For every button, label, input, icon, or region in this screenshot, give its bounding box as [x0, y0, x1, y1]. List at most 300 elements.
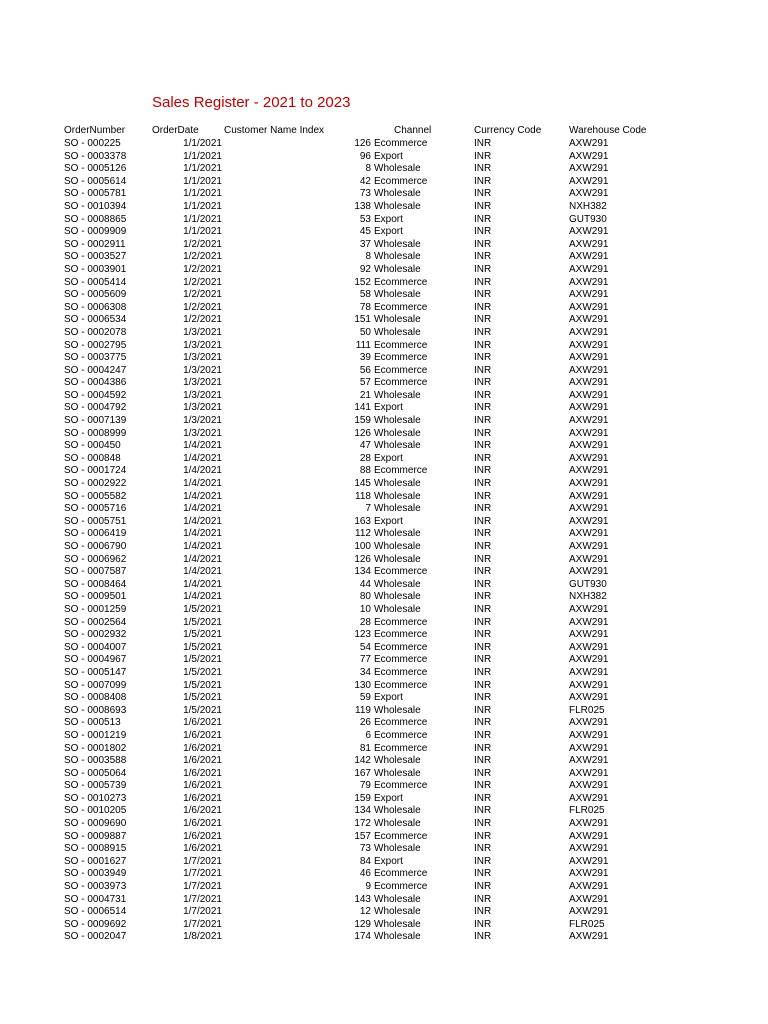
table-row[interactable]	[64, 717, 664, 730]
currency-code-cell[interactable]: INR	[474, 364, 492, 376]
customer-name-index-cell[interactable]: 28	[359, 616, 371, 628]
warehouse-code-cell[interactable]: AXW291	[569, 641, 609, 653]
customer-name-index-cell[interactable]: 58	[359, 289, 371, 301]
currency-code-cell[interactable]: INR	[474, 503, 492, 515]
customer-name-index-cell[interactable]: 8	[365, 163, 371, 175]
table-row[interactable]	[64, 264, 664, 277]
channel-cell[interactable]: Ecommerce	[374, 616, 428, 628]
currency-code-cell[interactable]: INR	[474, 541, 492, 552]
currency-code-cell[interactable]: INR	[474, 855, 492, 867]
order-number-cell[interactable]: SO - 0002922	[64, 478, 127, 490]
table-row[interactable]	[64, 491, 664, 504]
customer-name-index-cell[interactable]: 6	[365, 729, 371, 741]
table-row[interactable]	[64, 881, 664, 894]
warehouse-code-cell[interactable]: AXW291	[569, 478, 609, 490]
currency-code-cell[interactable]: INR	[474, 440, 492, 452]
channel-cell[interactable]: Wholesale	[374, 163, 421, 175]
currency-code-cell[interactable]: INR	[474, 515, 492, 527]
channel-cell[interactable]: Wholesale	[374, 906, 421, 918]
currency-code-cell[interactable]: INR	[474, 352, 492, 364]
channel-cell[interactable]: Wholesale	[374, 289, 421, 301]
order-number-cell[interactable]: SO - 0003378	[64, 150, 127, 162]
order-number-cell[interactable]: SO - 0006534	[64, 314, 127, 326]
channel-cell[interactable]: Ecommerce	[374, 377, 428, 389]
currency-code-cell[interactable]: INR	[474, 893, 492, 905]
table-row[interactable]	[64, 692, 664, 705]
customer-name-index-cell[interactable]: 100	[354, 541, 371, 552]
table-row[interactable]	[64, 314, 664, 327]
table-row[interactable]	[64, 352, 664, 365]
channel-cell[interactable]: Export	[374, 855, 403, 867]
customer-name-index-cell[interactable]: 126	[354, 138, 371, 149]
channel-cell[interactable]: Wholesale	[374, 415, 421, 427]
warehouse-code-cell[interactable]: AXW291	[569, 931, 609, 943]
channel-cell[interactable]: Wholesale	[374, 805, 421, 817]
currency-code-cell[interactable]: INR	[474, 263, 492, 275]
table-row[interactable]	[64, 805, 664, 818]
order-number-cell[interactable]: SO - 0006514	[64, 906, 127, 918]
customer-name-index-cell[interactable]: 142	[354, 755, 371, 767]
order-number-cell[interactable]: SO - 0004967	[64, 654, 127, 666]
table-row[interactable]	[64, 705, 664, 718]
customer-name-index-cell[interactable]: 57	[359, 377, 371, 389]
table-row[interactable]	[64, 541, 664, 554]
table-row[interactable]	[64, 151, 664, 164]
order-number-cell[interactable]: SO - 0001724	[64, 465, 127, 477]
customer-name-index-cell[interactable]: 126	[354, 427, 371, 439]
warehouse-code-cell[interactable]: AXW291	[569, 188, 609, 200]
order-number-cell[interactable]: SO - 0003775	[64, 352, 127, 364]
order-number-cell[interactable]: SO - 000848	[64, 452, 121, 464]
channel-cell[interactable]: Export	[374, 452, 403, 464]
customer-name-index-cell[interactable]: 44	[359, 578, 371, 590]
currency-code-cell[interactable]: INR	[474, 843, 492, 855]
currency-code-cell[interactable]: INR	[474, 692, 492, 704]
order-date-cell[interactable]: 1/2/2021	[183, 263, 222, 275]
order-number-cell[interactable]: SO - 0009909	[64, 226, 127, 238]
warehouse-code-cell[interactable]: AXW291	[569, 175, 609, 187]
order-date-cell[interactable]: 1/4/2021	[183, 452, 222, 464]
order-number-cell[interactable]: SO - 0001259	[64, 603, 127, 615]
order-number-cell[interactable]: SO - 0006962	[64, 553, 127, 565]
table-row[interactable]	[64, 327, 664, 340]
currency-code-cell[interactable]: INR	[474, 326, 492, 338]
customer-name-index-cell[interactable]: 21	[359, 389, 371, 401]
currency-code-cell[interactable]: INR	[474, 314, 492, 326]
currency-code-cell[interactable]: INR	[474, 138, 492, 149]
table-row[interactable]	[64, 302, 664, 315]
channel-cell[interactable]: Wholesale	[374, 918, 421, 930]
order-number-cell[interactable]: SO - 0005751	[64, 515, 127, 527]
order-number-cell[interactable]: SO - 0008408	[64, 692, 127, 704]
order-number-cell[interactable]: SO - 0006790	[64, 541, 127, 552]
customer-name-index-cell[interactable]: 174	[354, 931, 371, 943]
warehouse-code-cell[interactable]: AXW291	[569, 163, 609, 175]
customer-name-index-cell[interactable]: 46	[359, 868, 371, 880]
customer-name-index-cell[interactable]: 10	[359, 603, 371, 615]
order-date-cell[interactable]: 1/3/2021	[183, 352, 222, 364]
channel-cell[interactable]: Wholesale	[374, 603, 421, 615]
order-number-cell[interactable]: SO - 0004007	[64, 641, 127, 653]
table-row[interactable]	[64, 768, 664, 781]
warehouse-code-cell[interactable]: AXW291	[569, 490, 609, 502]
currency-code-cell[interactable]: INR	[474, 200, 492, 212]
currency-code-cell[interactable]: INR	[474, 150, 492, 162]
customer-name-index-cell[interactable]: 77	[359, 654, 371, 666]
table-row[interactable]	[64, 931, 664, 944]
warehouse-code-cell[interactable]: GUT930	[569, 213, 607, 225]
customer-name-index-cell[interactable]: 96	[359, 150, 371, 162]
order-date-cell[interactable]: 1/6/2021	[183, 755, 222, 767]
order-number-cell[interactable]: SO - 0005414	[64, 276, 127, 288]
customer-name-index-cell[interactable]: 78	[359, 301, 371, 313]
currency-code-cell[interactable]: INR	[474, 729, 492, 741]
order-number-cell[interactable]: SO - 0002078	[64, 326, 127, 338]
order-number-cell[interactable]: SO - 0004792	[64, 402, 127, 414]
warehouse-code-cell[interactable]: AXW291	[569, 364, 609, 376]
customer-name-index-cell[interactable]: 84	[359, 855, 371, 867]
order-number-cell[interactable]: SO - 0002564	[64, 616, 127, 628]
currency-code-cell[interactable]: INR	[474, 591, 492, 603]
order-date-cell[interactable]: 1/2/2021	[183, 238, 222, 250]
customer-name-index-cell[interactable]: 47	[359, 440, 371, 452]
channel-cell[interactable]: Export	[374, 226, 403, 238]
warehouse-code-cell[interactable]: AXW291	[569, 377, 609, 389]
currency-code-cell[interactable]: INR	[474, 226, 492, 238]
order-number-cell[interactable]: SO - 0006419	[64, 528, 127, 540]
order-date-cell[interactable]: 1/1/2021	[183, 138, 222, 149]
order-date-cell[interactable]: 1/4/2021	[183, 578, 222, 590]
order-number-cell[interactable]: SO - 0002795	[64, 339, 127, 351]
channel-cell[interactable]: Ecommerce	[374, 780, 428, 792]
warehouse-code-cell[interactable]: AXW291	[569, 301, 609, 313]
order-date-cell[interactable]: 1/4/2021	[183, 566, 222, 578]
warehouse-code-cell[interactable]: AXW291	[569, 389, 609, 401]
currency-code-cell[interactable]: INR	[474, 238, 492, 250]
order-date-cell[interactable]: 1/1/2021	[183, 175, 222, 187]
order-number-cell[interactable]: SO - 0009692	[64, 918, 127, 930]
table-row[interactable]	[64, 415, 664, 428]
channel-cell[interactable]: Wholesale	[374, 578, 421, 590]
warehouse-code-cell[interactable]: AXW291	[569, 503, 609, 515]
order-date-cell[interactable]: 1/3/2021	[183, 326, 222, 338]
channel-cell[interactable]: Wholesale	[374, 314, 421, 326]
customer-name-index-cell[interactable]: 111	[355, 339, 371, 351]
channel-cell[interactable]: Ecommerce	[374, 566, 428, 578]
table-row[interactable]	[64, 743, 664, 756]
warehouse-code-cell[interactable]: AXW291	[569, 868, 609, 880]
warehouse-code-cell[interactable]: AXW291	[569, 251, 609, 263]
channel-cell[interactable]: Ecommerce	[374, 175, 428, 187]
customer-name-index-cell[interactable]: 59	[359, 692, 371, 704]
order-date-cell[interactable]: 1/7/2021	[183, 906, 222, 918]
customer-name-index-cell[interactable]: 159	[354, 415, 371, 427]
customer-name-index-cell[interactable]: 81	[359, 742, 371, 754]
channel-cell[interactable]: Wholesale	[374, 263, 421, 275]
order-number-cell[interactable]: SO - 0001219	[64, 729, 127, 741]
order-date-cell[interactable]: 1/6/2021	[183, 780, 222, 792]
currency-code-cell[interactable]: INR	[474, 427, 492, 439]
order-date-cell[interactable]: 1/6/2021	[183, 742, 222, 754]
table-row[interactable]	[64, 604, 664, 617]
order-date-cell[interactable]: 1/4/2021	[183, 490, 222, 502]
table-row[interactable]	[64, 730, 664, 743]
customer-name-index-cell[interactable]: 73	[359, 843, 371, 855]
warehouse-code-cell[interactable]: AXW291	[569, 755, 609, 767]
warehouse-code-cell[interactable]: FLR025	[569, 704, 605, 716]
table-row[interactable]	[64, 277, 664, 290]
customer-name-index-cell[interactable]: 42	[359, 175, 371, 187]
table-row[interactable]	[64, 289, 664, 302]
order-number-cell[interactable]: SO - 0007139	[64, 415, 127, 427]
customer-name-index-cell[interactable]: 79	[359, 780, 371, 792]
order-date-cell[interactable]: 1/5/2021	[183, 616, 222, 628]
order-date-cell[interactable]: 1/6/2021	[183, 830, 222, 842]
order-date-cell[interactable]: 1/4/2021	[183, 591, 222, 603]
customer-name-index-cell[interactable]: 80	[359, 591, 371, 603]
customer-name-index-cell[interactable]: 92	[359, 263, 371, 275]
order-number-cell[interactable]: SO - 0002911	[64, 238, 126, 250]
customer-name-index-cell[interactable]: 138	[354, 200, 371, 212]
table-row[interactable]	[64, 465, 664, 478]
order-date-cell[interactable]: 1/1/2021	[183, 200, 222, 212]
order-date-cell[interactable]: 1/3/2021	[183, 389, 222, 401]
order-number-cell[interactable]: SO - 0005147	[64, 666, 127, 678]
channel-cell[interactable]: Wholesale	[374, 389, 421, 401]
table-row[interactable]	[64, 894, 664, 907]
column-header-orderdate[interactable]: OrderDate	[152, 125, 199, 137]
customer-name-index-cell[interactable]: 163	[354, 515, 371, 527]
currency-code-cell[interactable]: INR	[474, 641, 492, 653]
order-date-cell[interactable]: 1/6/2021	[183, 805, 222, 817]
channel-cell[interactable]: Ecommerce	[374, 138, 428, 149]
warehouse-code-cell[interactable]: AXW291	[569, 603, 609, 615]
warehouse-code-cell[interactable]: AXW291	[569, 452, 609, 464]
table-row[interactable]	[64, 201, 664, 214]
channel-cell[interactable]: Ecommerce	[374, 629, 428, 641]
currency-code-cell[interactable]: INR	[474, 742, 492, 754]
order-number-cell[interactable]: SO - 0002047	[64, 931, 127, 943]
order-number-cell[interactable]: SO - 0009501	[64, 591, 127, 603]
order-date-cell[interactable]: 1/1/2021	[183, 150, 222, 162]
order-date-cell[interactable]: 1/4/2021	[183, 503, 222, 515]
warehouse-code-cell[interactable]: AXW291	[569, 238, 609, 250]
channel-cell[interactable]: Ecommerce	[374, 881, 428, 893]
customer-name-index-cell[interactable]: 34	[359, 666, 371, 678]
order-date-cell[interactable]: 1/4/2021	[183, 465, 222, 477]
order-date-cell[interactable]: 1/1/2021	[183, 163, 222, 175]
channel-cell[interactable]: Wholesale	[374, 591, 421, 603]
warehouse-code-cell[interactable]: AXW291	[569, 402, 609, 414]
order-date-cell[interactable]: 1/8/2021	[183, 931, 222, 943]
currency-code-cell[interactable]: INR	[474, 251, 492, 263]
currency-code-cell[interactable]: INR	[474, 163, 492, 175]
table-row[interactable]	[64, 176, 664, 189]
order-date-cell[interactable]: 1/4/2021	[183, 440, 222, 452]
customer-name-index-cell[interactable]: 141	[354, 402, 371, 414]
order-date-cell[interactable]: 1/5/2021	[183, 629, 222, 641]
currency-code-cell[interactable]: INR	[474, 415, 492, 427]
table-row[interactable]	[64, 428, 664, 441]
customer-name-index-cell[interactable]: 134	[354, 566, 371, 578]
table-row[interactable]	[64, 516, 664, 529]
warehouse-code-cell[interactable]: AXW291	[569, 541, 609, 552]
channel-cell[interactable]: Wholesale	[374, 326, 421, 338]
channel-cell[interactable]: Wholesale	[374, 931, 421, 943]
customer-name-index-cell[interactable]: 50	[359, 326, 371, 338]
table-row[interactable]	[64, 642, 664, 655]
order-date-cell[interactable]: 1/1/2021	[183, 226, 222, 238]
customer-name-index-cell[interactable]: 123	[354, 629, 371, 641]
customer-name-index-cell[interactable]: 126	[354, 553, 371, 565]
channel-cell[interactable]: Export	[374, 213, 403, 225]
customer-name-index-cell[interactable]: 9	[365, 881, 371, 893]
channel-cell[interactable]: Wholesale	[374, 188, 421, 200]
order-number-cell[interactable]: SO - 0008865	[64, 213, 127, 225]
warehouse-code-cell[interactable]: AXW291	[569, 629, 609, 641]
order-number-cell[interactable]: SO - 0003527	[64, 251, 127, 263]
channel-cell[interactable]: Ecommerce	[374, 276, 428, 288]
table-row[interactable]	[64, 214, 664, 227]
warehouse-code-cell[interactable]: AXW291	[569, 150, 609, 162]
table-row[interactable]	[64, 919, 664, 932]
channel-cell[interactable]: Ecommerce	[374, 666, 428, 678]
channel-cell[interactable]: Ecommerce	[374, 352, 428, 364]
warehouse-code-cell[interactable]: AXW291	[569, 780, 609, 792]
order-number-cell[interactable]: SO - 000450	[64, 440, 121, 452]
table-row[interactable]	[64, 831, 664, 844]
customer-name-index-cell[interactable]: 56	[359, 364, 371, 376]
table-row[interactable]	[64, 188, 664, 201]
column-header-warehouse-code[interactable]: Warehouse Code	[569, 125, 647, 137]
currency-code-cell[interactable]: INR	[474, 553, 492, 565]
customer-name-index-cell[interactable]: 12	[359, 906, 371, 918]
channel-cell[interactable]: Export	[374, 692, 403, 704]
order-number-cell[interactable]: SO - 0004386	[64, 377, 127, 389]
table-row[interactable]	[64, 340, 664, 353]
customer-name-index-cell[interactable]: 159	[354, 792, 371, 804]
warehouse-code-cell[interactable]: AXW291	[569, 289, 609, 301]
channel-cell[interactable]: Ecommerce	[374, 717, 428, 729]
warehouse-code-cell[interactable]: AXW291	[569, 515, 609, 527]
currency-code-cell[interactable]: INR	[474, 792, 492, 804]
order-number-cell[interactable]: SO - 0008464	[64, 578, 127, 590]
order-date-cell[interactable]: 1/5/2021	[183, 654, 222, 666]
currency-code-cell[interactable]: INR	[474, 465, 492, 477]
currency-code-cell[interactable]: INR	[474, 818, 492, 830]
warehouse-code-cell[interactable]: AXW291	[569, 717, 609, 729]
channel-cell[interactable]: Wholesale	[374, 251, 421, 263]
customer-name-index-cell[interactable]: 7	[365, 503, 371, 515]
channel-cell[interactable]: Wholesale	[374, 893, 421, 905]
table-row[interactable]	[64, 440, 664, 453]
customer-name-index-cell[interactable]: 26	[359, 717, 371, 729]
order-date-cell[interactable]: 1/5/2021	[183, 679, 222, 691]
order-date-cell[interactable]: 1/3/2021	[183, 402, 222, 414]
table-row[interactable]	[64, 390, 664, 403]
warehouse-code-cell[interactable]: AXW291	[569, 138, 609, 149]
column-header-currency-code[interactable]: Currency Code	[474, 125, 542, 137]
channel-cell[interactable]: Wholesale	[374, 200, 421, 212]
warehouse-code-cell[interactable]: AXW291	[569, 339, 609, 351]
order-number-cell[interactable]: SO - 0005781	[64, 188, 127, 200]
customer-name-index-cell[interactable]: 73	[359, 188, 371, 200]
order-date-cell[interactable]: 1/6/2021	[183, 818, 222, 830]
currency-code-cell[interactable]: INR	[474, 528, 492, 540]
warehouse-code-cell[interactable]: FLR025	[569, 918, 605, 930]
order-date-cell[interactable]: 1/5/2021	[183, 603, 222, 615]
order-date-cell[interactable]: 1/2/2021	[183, 301, 222, 313]
currency-code-cell[interactable]: INR	[474, 767, 492, 779]
channel-cell[interactable]: Ecommerce	[374, 364, 428, 376]
channel-cell[interactable]: Ecommerce	[374, 465, 428, 477]
warehouse-code-cell[interactable]: AXW291	[569, 679, 609, 691]
table-row[interactable]	[64, 163, 664, 176]
customer-name-index-cell[interactable]: 118	[355, 490, 371, 502]
currency-code-cell[interactable]: INR	[474, 603, 492, 615]
currency-code-cell[interactable]: INR	[474, 666, 492, 678]
order-number-cell[interactable]: SO - 0009690	[64, 818, 127, 830]
channel-cell[interactable]: Wholesale	[374, 478, 421, 490]
currency-code-cell[interactable]: INR	[474, 175, 492, 187]
channel-cell[interactable]: Wholesale	[374, 440, 421, 452]
table-row[interactable]	[64, 478, 664, 491]
channel-cell[interactable]: Ecommerce	[374, 729, 428, 741]
currency-code-cell[interactable]: INR	[474, 704, 492, 716]
order-date-cell[interactable]: 1/4/2021	[183, 541, 222, 552]
warehouse-code-cell[interactable]: AXW291	[569, 767, 609, 779]
currency-code-cell[interactable]: INR	[474, 755, 492, 767]
order-number-cell[interactable]: SO - 0010205	[64, 805, 127, 817]
channel-cell[interactable]: Wholesale	[374, 541, 421, 552]
table-row[interactable]	[64, 453, 664, 466]
table-row[interactable]	[64, 617, 664, 630]
warehouse-code-cell[interactable]: AXW291	[569, 855, 609, 867]
order-date-cell[interactable]: 1/7/2021	[183, 893, 222, 905]
order-number-cell[interactable]: SO - 0003901	[64, 263, 127, 275]
order-date-cell[interactable]: 1/4/2021	[183, 515, 222, 527]
warehouse-code-cell[interactable]: AXW291	[569, 906, 609, 918]
warehouse-code-cell[interactable]: AXW291	[569, 427, 609, 439]
order-date-cell[interactable]: 1/2/2021	[183, 251, 222, 263]
table-row[interactable]	[64, 654, 664, 667]
order-date-cell[interactable]: 1/5/2021	[183, 704, 222, 716]
currency-code-cell[interactable]: INR	[474, 389, 492, 401]
channel-cell[interactable]: Ecommerce	[374, 301, 428, 313]
currency-code-cell[interactable]: INR	[474, 654, 492, 666]
table-row[interactable]	[64, 906, 664, 919]
currency-code-cell[interactable]: INR	[474, 805, 492, 817]
currency-code-cell[interactable]: INR	[474, 830, 492, 842]
table-row[interactable]	[64, 503, 664, 516]
channel-cell[interactable]: Wholesale	[374, 767, 421, 779]
customer-name-index-cell[interactable]: 53	[359, 213, 371, 225]
order-number-cell[interactable]: SO - 0005609	[64, 289, 127, 301]
table-row[interactable]	[64, 554, 664, 567]
order-date-cell[interactable]: 1/7/2021	[183, 881, 222, 893]
order-number-cell[interactable]: SO - 0004247	[64, 364, 127, 376]
customer-name-index-cell[interactable]: 39	[359, 352, 371, 364]
warehouse-code-cell[interactable]: AXW291	[569, 792, 609, 804]
column-header-channel[interactable]: Channel	[394, 125, 432, 137]
order-number-cell[interactable]: SO - 0008915	[64, 843, 127, 855]
table-row[interactable]	[64, 843, 664, 856]
customer-name-index-cell[interactable]: 167	[354, 767, 371, 779]
warehouse-code-cell[interactable]: AXW291	[569, 654, 609, 666]
order-number-cell[interactable]: SO - 0001627	[64, 855, 127, 867]
order-number-cell[interactable]: SO - 0005716	[64, 503, 127, 515]
warehouse-code-cell[interactable]: AXW291	[569, 666, 609, 678]
